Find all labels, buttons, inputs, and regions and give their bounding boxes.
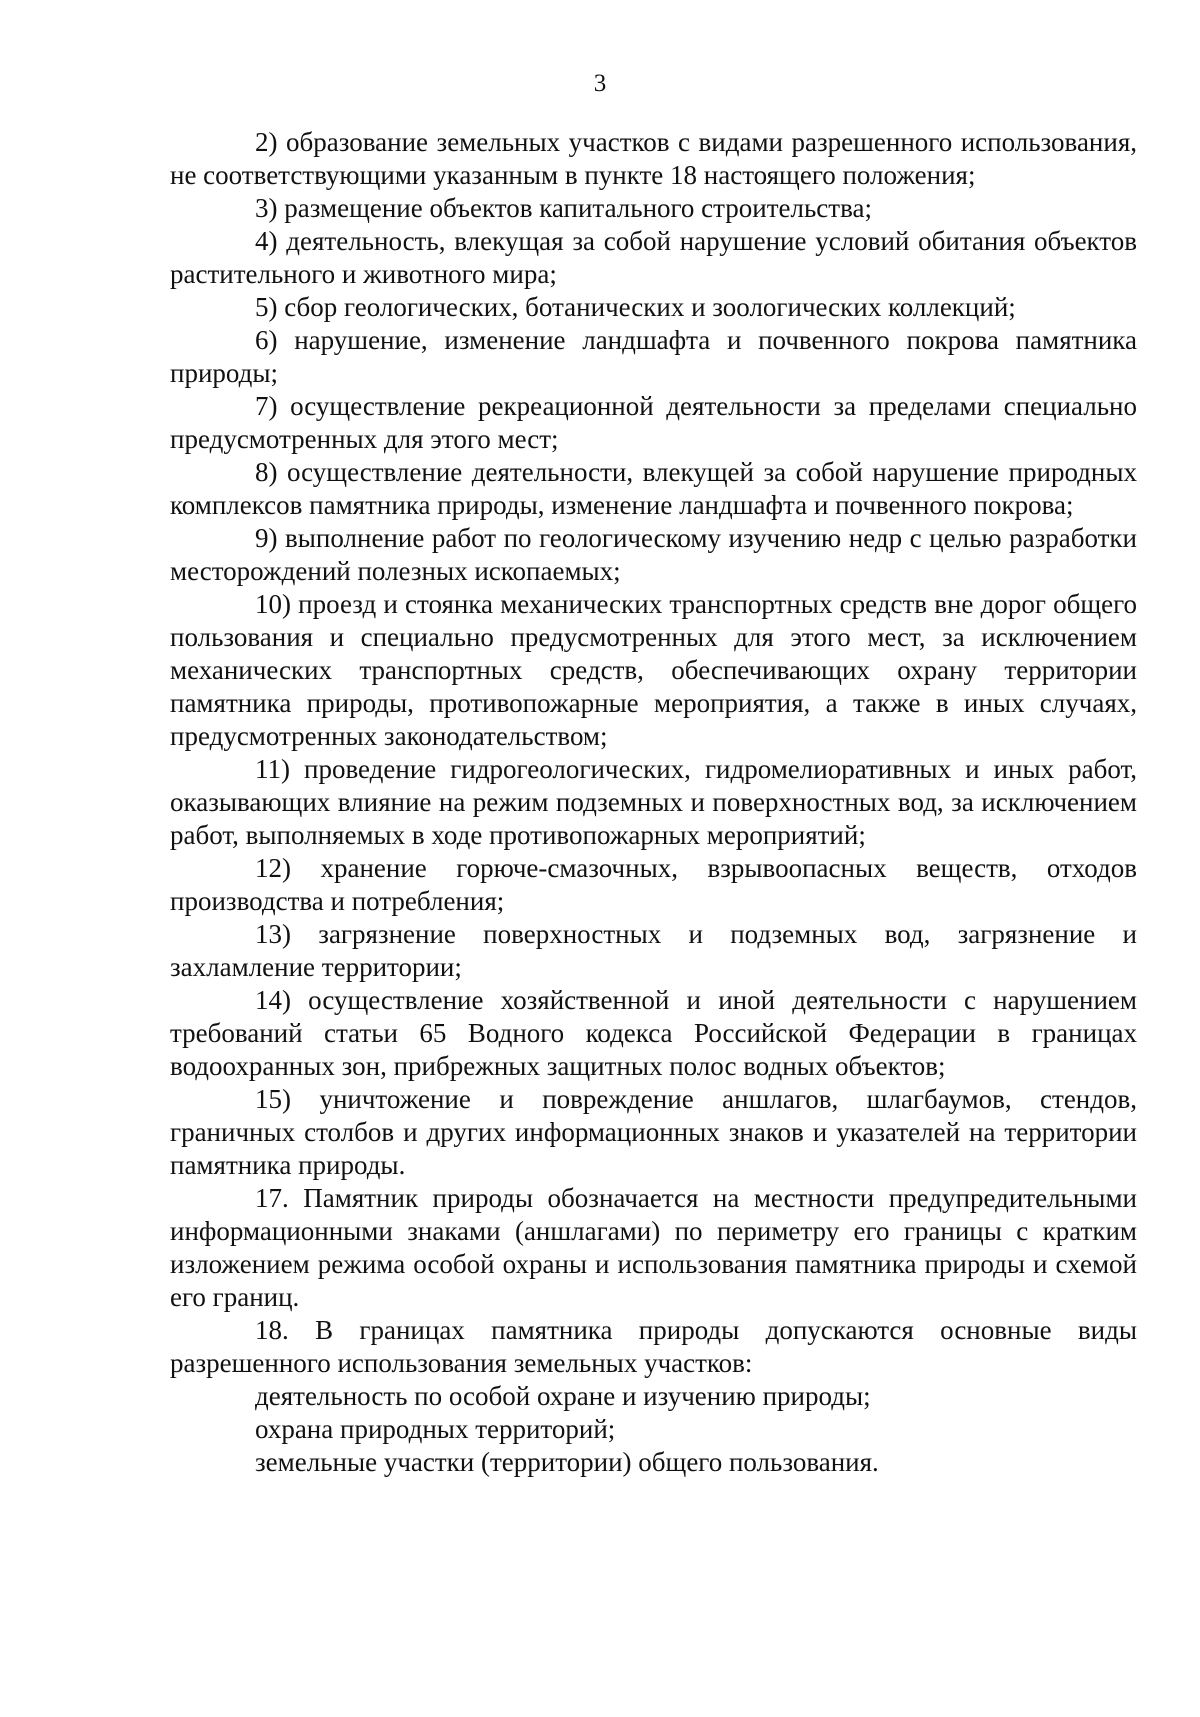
paragraph-17: 17. Памятник природы обозначается на местности предупредительными информационными знаками (аншлагами) по периметру его границы с кратким изложением режима особой охраны и использования памятника природы и схемой его границ.	[170, 1183, 1137, 1312]
list-item: 3) размещение объектов капитального строительства;	[255, 193, 872, 223]
page-number: 3	[593, 70, 607, 97]
allowed-use-item: земельные участки (территории) общего пользования.	[255, 1447, 879, 1477]
list-item: 14) осуществление хозяйственной и иной деятельности с нарушением требований статьи 65 Водного кодекса Российской Федерации в границах водоохранных зон, прибрежных защитных полос водных объектов;	[170, 985, 1137, 1081]
list-item: 4) деятельность, влекущая за собой нарушение условий обитания объектов растительного и животного мира;	[170, 226, 1137, 289]
list-item: 12) хранение горюче-смазочных, взрывоопасных веществ, отходов производства и потребления;	[170, 853, 1137, 916]
list-item: 15) уничтожение и повреждение аншлагов, шлагбаумов, стендов, граничных столбов и других информационных знаков и указателей на территории памятника природы.	[170, 1084, 1137, 1180]
list-item: 2) образование земельных участков с видами разрешенного использования, не соответствующими указанным в пункте 18 настоящего положения;	[170, 127, 1137, 190]
list-item: 9) выполнение работ по геологическому изучению недр с целью разработки месторождений полезных ископаемых;	[170, 523, 1137, 586]
list-item: 6) нарушение, изменение ландшафта и почвенного покрова памятника природы;	[170, 325, 1137, 388]
list-item: 13) загрязнение поверхностных и подземных вод, загрязнение и захламление территории;	[170, 919, 1137, 982]
list-item: 10) проезд и стоянка механических транспортных средств вне дорог общего пользования и специально предусмотренных для этого мест, за исключением механических транспортных средств, обеспечивающих охрану территории памятника природы, противопожарные мероприятия, а также в иных случаях, предусмотренных законодательством;	[170, 589, 1137, 751]
paragraph-18: 18. В границах памятника природы допускаются основные виды разрешенного использования земельных участков:	[170, 1315, 1137, 1378]
list-item: 11) проведение гидрогеологических, гидромелиоративных и иных работ, оказывающих влияние на режим подземных и поверхностных вод, за исключением работ, выполняемых в ходе противопожарных мероприятий;	[170, 754, 1137, 850]
list-item: 5) сбор геологических, ботанических и зоологических коллекций;	[255, 292, 1016, 322]
list-item: 8) осуществление деятельности, влекущей за собой нарушение природных комплексов памятника природы, изменение ландшафта и почвенного покрова;	[170, 457, 1137, 520]
allowed-use-item: охрана природных территорий;	[255, 1414, 616, 1444]
list-item: 7) осуществление рекреационной деятельности за пределами специально предусмотренных для этого мест;	[170, 391, 1137, 454]
allowed-use-item: деятельность по особой охране и изучению природы;	[255, 1381, 871, 1411]
document-body	[170, 126, 1137, 1479]
